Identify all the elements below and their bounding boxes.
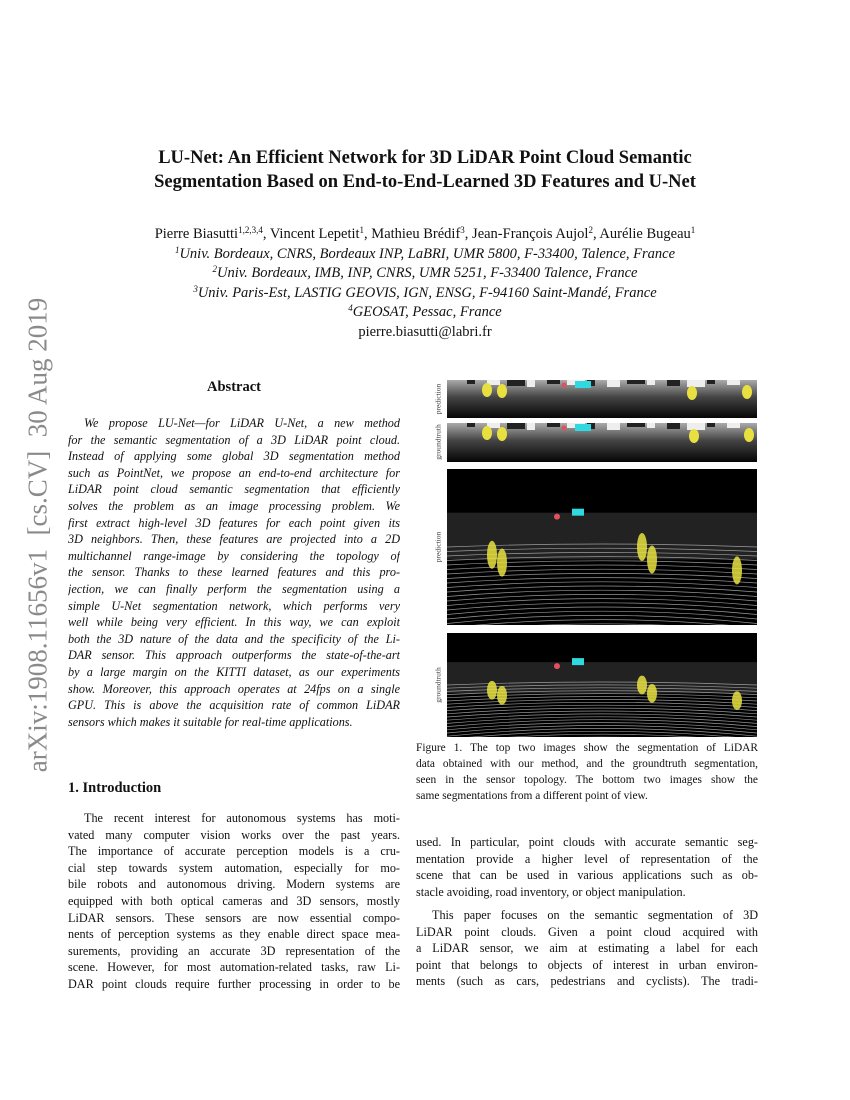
title-line: Segmentation Based on End-to-End-Learned 3D Features and U-Net (154, 172, 696, 192)
text-line: nents of perception systems as they enable direct space mea- (68, 927, 400, 942)
title-line: LU-Net: An Efficient Network for 3D LiDAR Point Cloud Semantic (158, 148, 692, 168)
depth-background (447, 380, 757, 418)
introduction-heading: 1. Introduction (68, 780, 162, 796)
cyclist-segment (562, 383, 567, 388)
depth-background (447, 423, 757, 462)
text-line: sensors which makes it suitable for real-time applications. (68, 714, 353, 729)
abstract-text (68, 415, 400, 730)
car-segment (572, 509, 584, 516)
arxiv-identifier: arXiv:1908.11656v1 [cs.CV] 30 Aug 2019 (22, 297, 53, 773)
text-line: vated many computer vision works over the past years. (68, 827, 400, 842)
structure-patch (507, 380, 525, 386)
scan-line (447, 594, 757, 601)
text-line: multichannel range-image by considering the topology of (68, 548, 400, 563)
affiliation-text: Univ. Paris-Est, LASTIG GEOVIS, IGN, ENSG, F-94160 Saint-Mandé, France (197, 284, 657, 301)
introduction-text (68, 810, 400, 993)
author-name: Mathieu Brédif (371, 226, 461, 242)
pedestrian-segment (487, 541, 497, 569)
text-line: Figure 1. The top two images show the segmentation of LiDAR (416, 742, 758, 754)
pointcloud-graphic (447, 633, 757, 737)
pedestrian-segment (647, 545, 657, 573)
text-line: surements, providing an accurate 3D representation of the (68, 943, 400, 958)
paragraph (416, 834, 758, 900)
structure-patch (607, 380, 620, 387)
affiliation-number: 1 (174, 244, 180, 255)
affiliation-marker: 3 (460, 225, 465, 235)
email: pierre.biasutti@labri.fr (358, 323, 492, 340)
panel-label: groundtruth (433, 667, 443, 703)
affiliation-marker: 2 (588, 225, 593, 235)
author-block (60, 225, 790, 343)
range-image-groundtruth (447, 423, 757, 462)
scan-line (447, 578, 757, 583)
car-segment (572, 658, 584, 665)
affiliation (60, 303, 790, 323)
text-line: show. Moreover, this approach operates at 24fps on a single (68, 681, 400, 696)
text-line: Instead of applying some global 3D segmentation method (68, 449, 400, 464)
text-line: point that belongs to objects of interest in urban environ- (416, 957, 758, 972)
scan-line (447, 582, 757, 588)
scan-line (447, 590, 757, 596)
structure-patch (527, 423, 535, 430)
text-line: 3D neighbors. Then, these features are projected into a 2D (68, 532, 400, 547)
range-image-prediction (447, 380, 757, 418)
paragraph (416, 907, 758, 990)
structure-patch (647, 423, 655, 428)
pedestrian-segment (487, 681, 497, 700)
structure-patch (667, 380, 680, 386)
text-line: scene that can be used in various applications such as ob- (416, 868, 758, 883)
pedestrian-segment (742, 385, 752, 399)
text-line: by a large margin on the KITTI dataset, as our experiments (68, 664, 400, 679)
affiliation-number: 2 (212, 264, 218, 275)
cyclist-segment (562, 426, 567, 431)
scan-line (447, 702, 757, 707)
affiliation-text: Univ. Bordeaux, CNRS, Bordeaux INP, LaBRI, UMR 5800, F-33400, Talence, France (179, 245, 676, 262)
text-line: This paper focuses on the semantic segmentation of 3D (432, 908, 758, 922)
structure-patch (627, 380, 645, 384)
panel-label: groundtruth (433, 424, 443, 460)
text-line: bile robots and autonomous driving. Modern systems are (68, 877, 400, 892)
text-line: ments (such as cars, pedestrians and cyclists). The tradi- (416, 974, 758, 989)
text-line: simple U-Net segmentation network, which performs very (68, 598, 400, 613)
text-line: GPU. This is above the acquisition rate of common LiDAR (68, 698, 400, 713)
text-line: LiDAR sensors. These sensors are now essential compo- (68, 910, 400, 925)
text-line: first extract high-level 3D features for each point given its (68, 515, 400, 530)
text-line: DAR sensor. This approach outperforms the state-of-the-art (68, 648, 400, 663)
pedestrian-segment (732, 691, 742, 710)
scan-line (447, 607, 757, 615)
author-list: Pierre Biasutti$^{1,2,3,4}$, Vincent Lepetit$^1$, Mathieu Brédif$^3$, Jean-François Aujol$^2$, Aurélie Bugeau$^1$ (154, 225, 696, 242)
structure-patch (527, 380, 535, 387)
affiliation-marker: 1,2,3,4 (238, 225, 263, 235)
text-line: seen in the sensor topology. The bottom two images show the (416, 774, 758, 786)
structure-patch (727, 423, 740, 428)
affiliation-marker: 1 (359, 225, 365, 235)
pedestrian-segment (497, 427, 507, 441)
text-line: mentation provide a higher level of representation of the (416, 851, 758, 866)
affiliation (60, 264, 790, 284)
text-line: solves the problem as an image processing problem. We (68, 498, 400, 513)
scan-line (447, 603, 757, 610)
structure-patch (547, 423, 560, 427)
text-line: DAR point clouds require further processing in order to be (68, 976, 400, 991)
pedestrian-segment (647, 684, 657, 703)
structure-patch (607, 423, 620, 430)
text-line: for the semantic segmentation of a 3D LiDAR point cloud. (68, 432, 400, 447)
car-segment (575, 424, 591, 431)
text-line: stacle avoiding, road inventory, or object manipulation. (416, 884, 686, 899)
pedestrian-segment (637, 676, 647, 695)
affiliation-number: 3 (193, 283, 198, 294)
scan-line (447, 599, 757, 606)
text-line: data obtained with our method, and the groundtruth segmentation, (416, 758, 758, 770)
structure-patch (687, 380, 705, 387)
scan-line (447, 699, 757, 704)
structure-patch (467, 380, 475, 384)
pedestrian-segment (744, 428, 754, 442)
text-line: both the 3D nature of the data and the specificity of the Li- (68, 631, 400, 646)
author-name: Pierre Biasutti (154, 226, 239, 242)
structure-patch (687, 423, 705, 430)
author-name: Aurélie Bugeau (599, 226, 691, 242)
paper-title (80, 146, 770, 194)
text-line: such as PointNet, we propose an end-to-end architecture for (68, 465, 400, 480)
structure-patch (467, 423, 475, 427)
text-line: LiDAR point cloud semantic segmentation that efficiently (68, 482, 400, 497)
pedestrian-segment (497, 384, 507, 398)
pointcloud-view-groundtruth (447, 633, 757, 737)
text-line: same segmentations from a different point of view. (416, 790, 648, 802)
structure-patch (667, 423, 680, 429)
structure-patch (547, 380, 560, 384)
text-line: The recent interest for autonomous systems has moti- (84, 811, 400, 825)
structure-patch (727, 380, 740, 385)
pedestrian-segment (687, 386, 697, 400)
scan-line (447, 586, 757, 592)
figure-caption (416, 740, 758, 804)
affiliation-number: 4 (348, 303, 353, 314)
panel-label: prediction (433, 531, 443, 563)
pedestrian-segment (497, 686, 507, 705)
structure-patch (507, 423, 525, 429)
pedestrian-segment (497, 549, 507, 577)
affiliation-text: Univ. Bordeaux, IMB, INP, CNRS, UMR 5251, F-33400 Talence, France (217, 265, 638, 282)
panel-label: prediction (433, 383, 443, 415)
scan-line (447, 620, 757, 625)
affiliation (60, 284, 790, 304)
author-name: Vincent Lepetit (269, 226, 360, 242)
author-name: Jean-François Aujol (472, 226, 589, 242)
text-line: scene. However, for most automation-related tasks, raw Li- (68, 960, 400, 975)
text-line: well while being very efficient. In this way, we can exploit (68, 615, 400, 630)
text-line: equipped with both optical cameras and 3D sensors, mostly (68, 893, 400, 908)
text-line: jection, we can finally perform the segmentation using a (68, 581, 400, 596)
pedestrian-segment (482, 383, 492, 397)
structure-patch (707, 423, 715, 427)
structure-patch (627, 423, 645, 427)
text-line: used. In particular, point clouds with accurate semantic seg- (416, 835, 758, 849)
text-line: the sensor. Thanks to these learned features and this pro- (68, 565, 400, 580)
cyclist-segment (554, 514, 560, 520)
text-line: We propose LU-Net—for LiDAR U-Net, a new method (84, 416, 400, 430)
pointcloud-graphic (447, 469, 757, 625)
pedestrian-segment (637, 533, 647, 561)
abstract-heading: Abstract (207, 379, 261, 395)
text-line: The importance of accurate perception models is a cru- (68, 844, 400, 859)
text-line: LiDAR point clouds. Given a point cloud acquired with (416, 924, 758, 939)
affiliation-marker: 1 (690, 225, 696, 235)
car-segment (575, 381, 591, 388)
pedestrian-segment (689, 429, 699, 443)
text-line: cial step towards system automation, especially for mo- (68, 860, 400, 875)
structure-patch (707, 380, 715, 384)
pedestrian-segment (732, 556, 742, 584)
affiliation (60, 245, 790, 265)
range-image-graphic (447, 423, 757, 462)
structure-patch (647, 380, 655, 385)
text-line: a LiDAR sensor, we aim at estimating a label for each (416, 941, 758, 956)
range-image-graphic (447, 380, 757, 418)
pointcloud-view-prediction (447, 469, 757, 625)
cyclist-segment (554, 663, 560, 669)
pedestrian-segment (482, 426, 492, 440)
affiliation-text: GEOSAT, Pessac, France (352, 304, 502, 321)
